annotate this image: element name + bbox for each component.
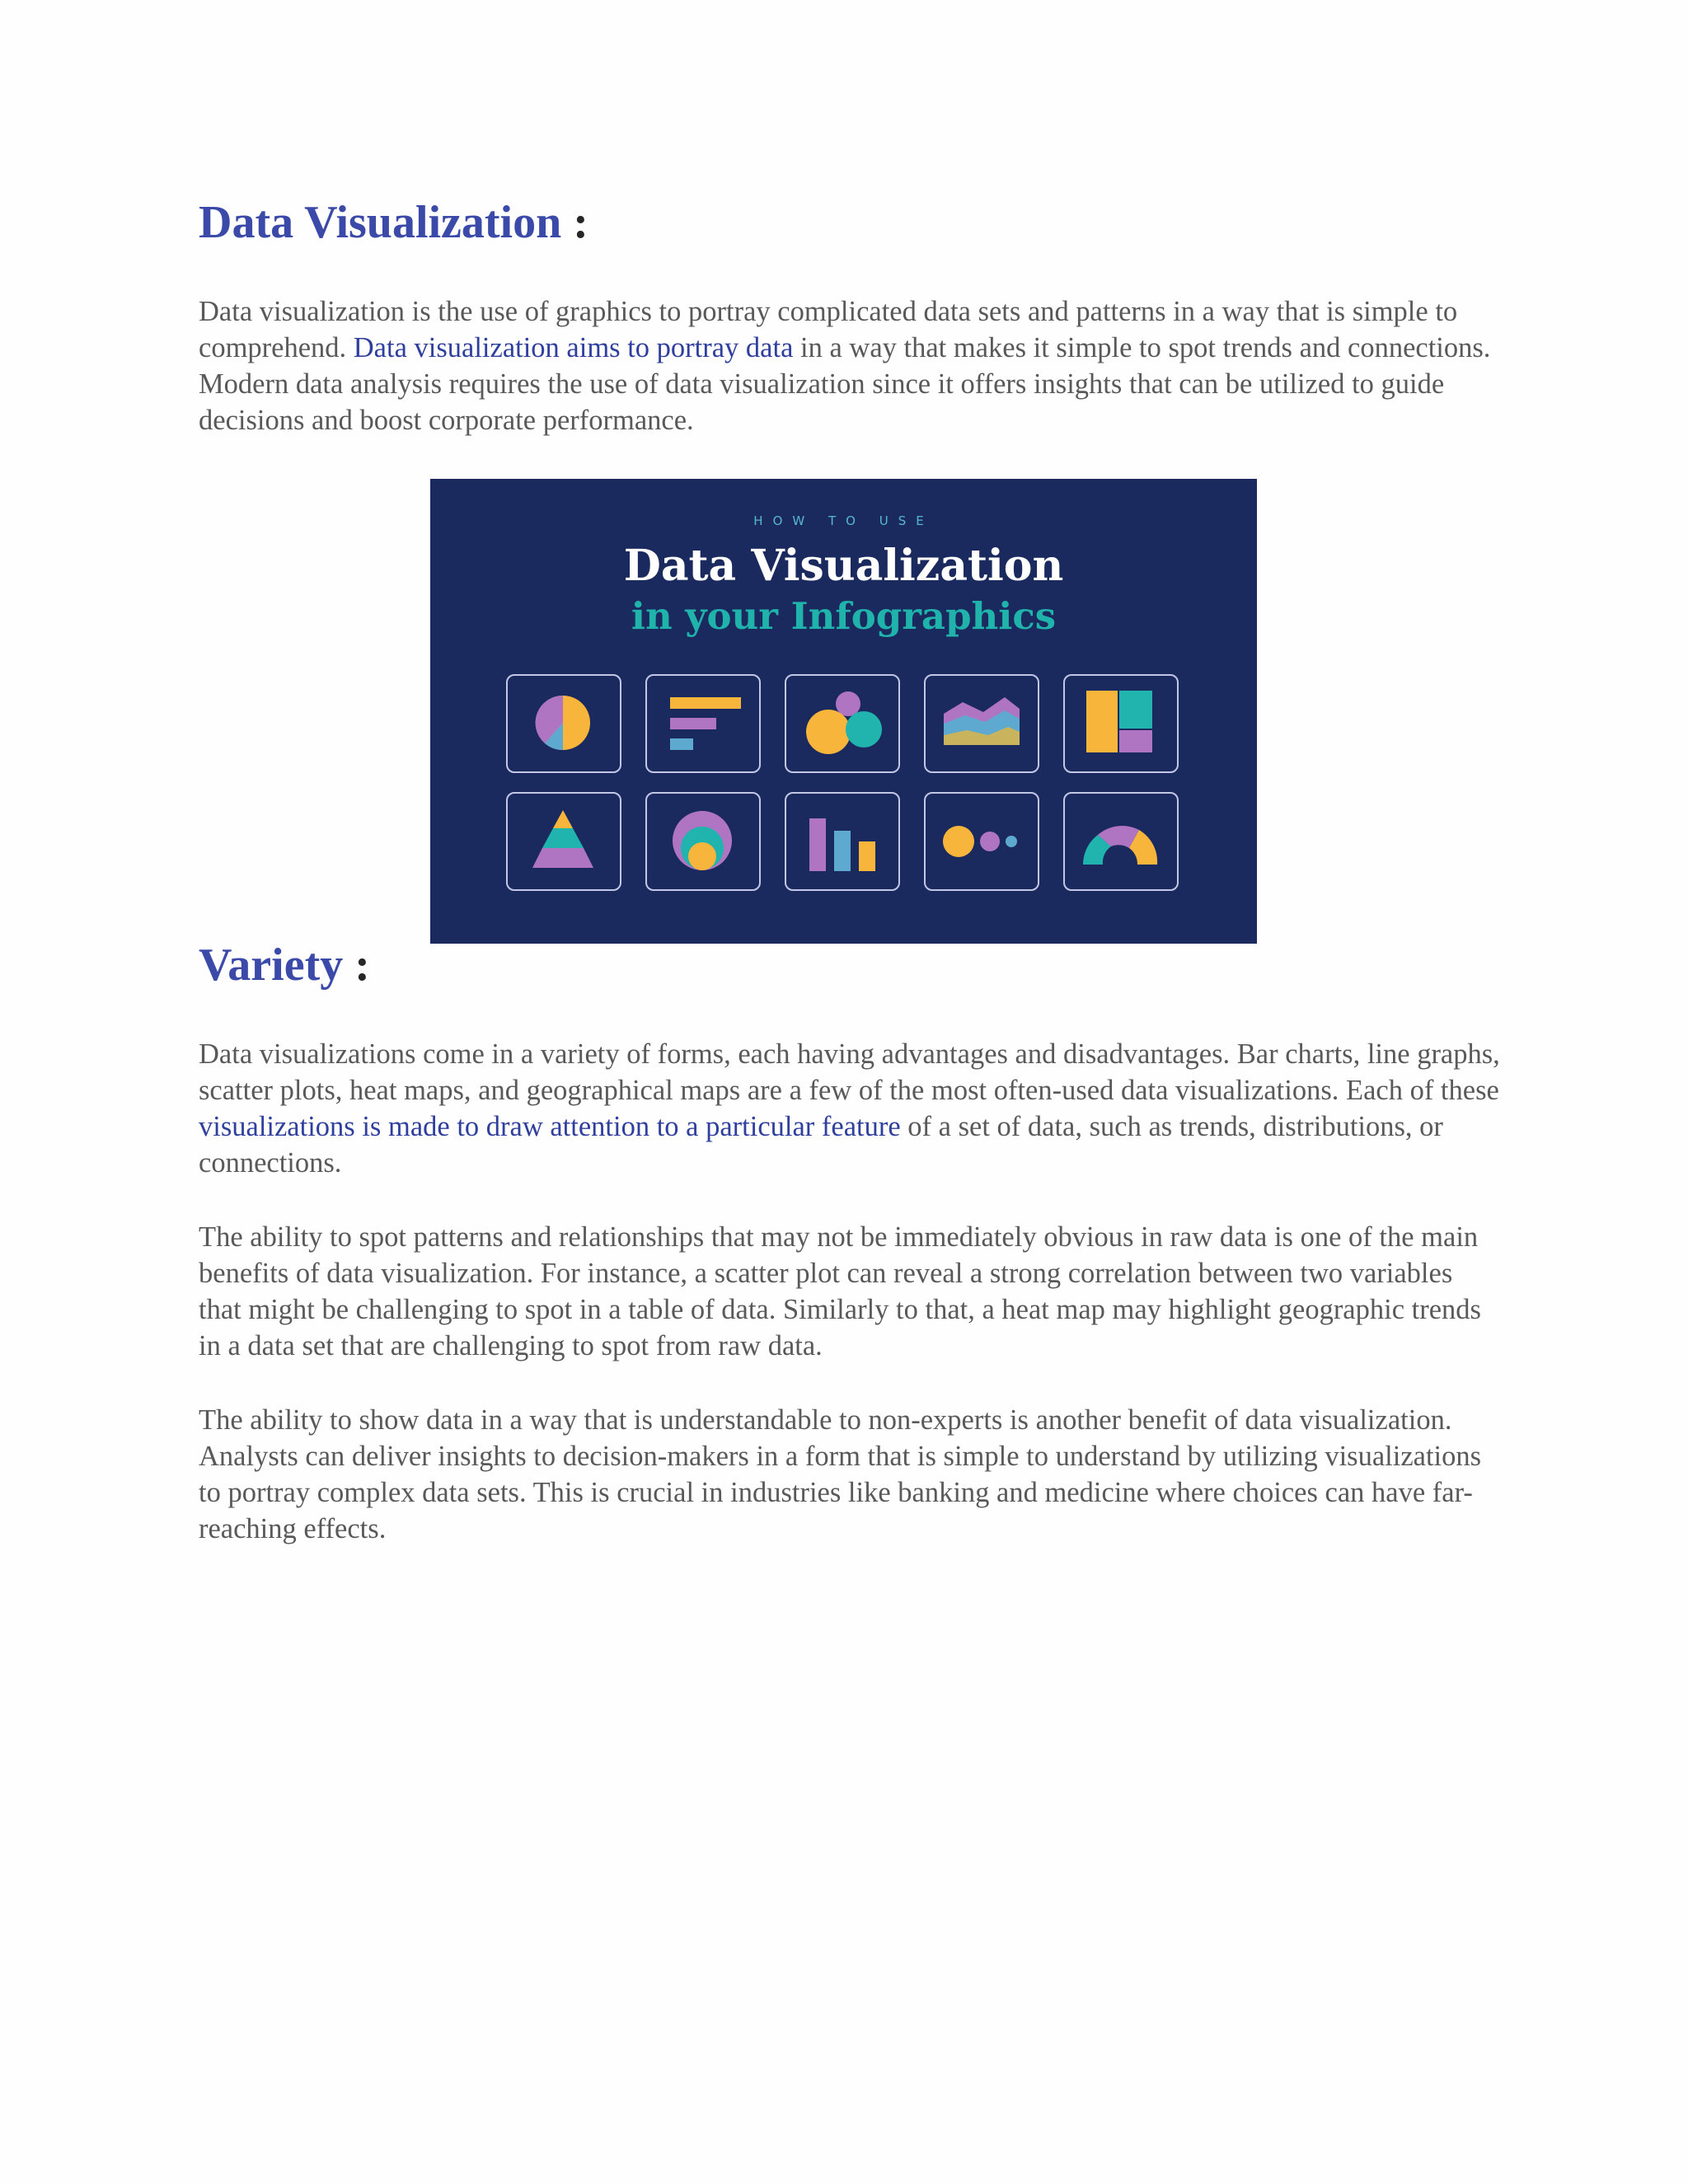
treemap-icon — [1063, 674, 1179, 773]
intro-link[interactable]: Data visualization aims to portray data — [353, 332, 794, 363]
gauge-chart-icon — [1063, 792, 1179, 891]
intro-text-b: in a way that makes it simple to spot trends and connections. Modern data analysis requires the use of data visualization since it offers insights that can be utilized to guide decisions and boost corporate performance. — [199, 332, 1491, 436]
vertical-bar-chart-icon — [785, 792, 900, 891]
dot-sequence-icon — [924, 792, 1039, 891]
section-heading-variety — [199, 939, 370, 991]
infographic-image — [430, 479, 1257, 944]
horizontal-bar-chart-icon — [645, 674, 761, 773]
area-chart-icon — [924, 674, 1039, 773]
pie-chart-icon — [506, 674, 621, 773]
bubble-chart-icon — [785, 674, 900, 773]
intro-paragraph — [199, 293, 1501, 438]
variety-link[interactable]: visualizations is made to draw attention to a particular feature — [199, 1111, 901, 1142]
variety-paragraph-3: The ability to show data in a way that is understandable to non-experts is another benefit of data visualization. Analysts can deliver insights to decision-makers in a form that is simple to understand by utilizing visualizations to portray complex data sets. This is crucial in industries like banking and medicine where choices can have far-reaching effects. — [199, 1404, 1482, 1544]
variety-paragraph-2: The ability to spot patterns and relationships that may not be immediately obvious in raw data is one of the main benefits of data visualization. For instance, a scatter plot can reveal a strong correlation between two variables that might be challenging to spot in a table of data. Similarly to that, a heat map may highlight geographic trends in a data set that are challenging to spot from raw data. — [199, 1221, 1481, 1361]
infographic-eyebrow: HOW TO USE — [753, 513, 934, 528]
nested-circles-icon — [645, 792, 761, 891]
variety-text-b: of a set of data, such as trends, distributions, or connections. — [199, 1111, 1443, 1179]
heading-text: Variety — [199, 940, 344, 991]
heading-colon: : — [343, 940, 370, 991]
heading-text: Data Visualization — [199, 197, 562, 248]
section-heading-data-visualization — [199, 196, 588, 249]
variety-text-a: Data visualizations come in a variety of forms, each having advantages and disadvantages. Bar charts, line graphs, scatter plots, heat maps, and geographical maps are a few of the most often-used data visualizations. Each of these — [199, 1038, 1500, 1106]
infographic-subtitle: in your Infographics — [631, 594, 1057, 638]
heading-colon: : — [561, 197, 588, 248]
pyramid-chart-icon — [506, 792, 621, 891]
intro-text-a: Data visualization is the use of graphics to portray complicated data sets and patterns in a way that is simple to comprehend. — [199, 296, 1458, 363]
infographic-title: Data Visualization — [623, 541, 1064, 591]
variety-paragraph-1 — [199, 1036, 1501, 1181]
